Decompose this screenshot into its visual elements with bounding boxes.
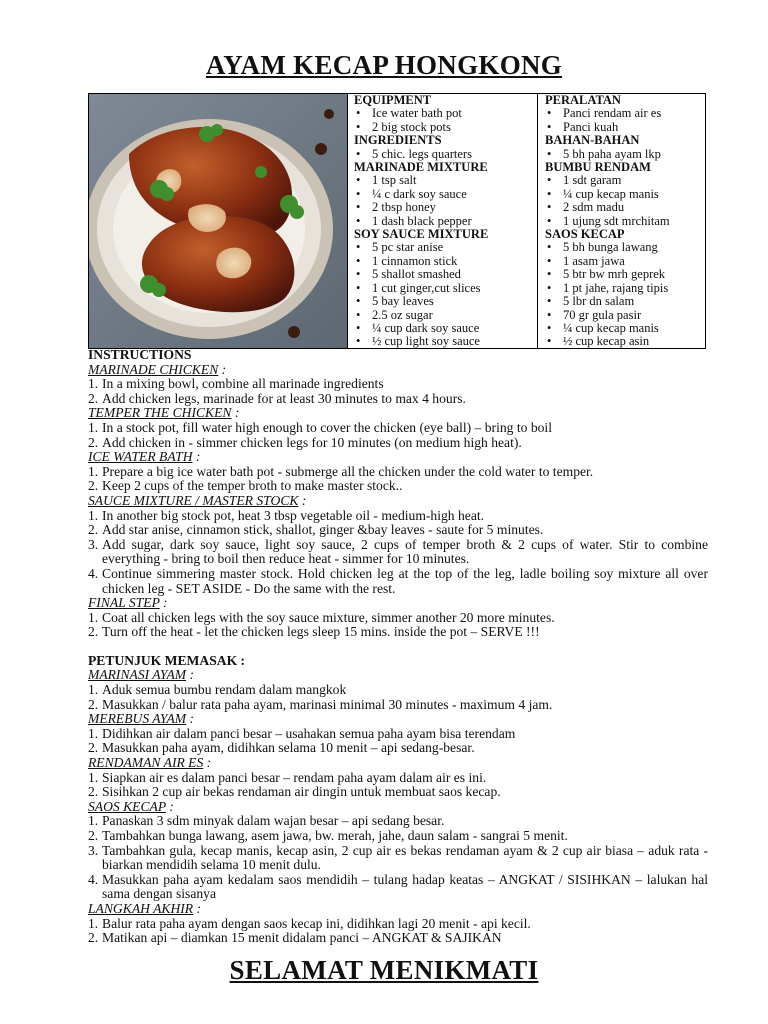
step-section-title-text: FINAL STEP	[88, 595, 160, 611]
step-item	[88, 509, 708, 524]
ingredient-list	[354, 174, 533, 228]
step-number: 2.	[88, 390, 99, 406]
step-item	[88, 567, 708, 596]
ingredient-item: • 5 btr bw mrh geprek	[545, 268, 701, 281]
step-text: Coat all chicken legs with the soy sauce mixture, simmer another 20 more minutes.	[102, 609, 555, 625]
ingredient-list	[545, 148, 701, 161]
ingredient-item: • 5 bh paha ayam lkp	[545, 148, 701, 161]
step-section-title	[88, 756, 708, 771]
step-list	[88, 771, 708, 800]
step-section-colon: :	[192, 449, 201, 465]
step-section-colon: :	[165, 798, 174, 814]
ingredient-list	[545, 174, 701, 228]
ingredient-group-heading: INGREDIENTS	[354, 133, 442, 148]
step-item	[88, 873, 708, 902]
ingredient-list	[354, 241, 533, 348]
step-item	[88, 523, 708, 538]
step-list	[88, 509, 708, 597]
ingredient-item: • 70 gr gula pasir	[545, 309, 701, 322]
ingredient-list	[354, 107, 533, 134]
step-item	[88, 844, 708, 873]
step-section-title-text: ICE WATER BATH	[88, 449, 193, 465]
instructions-indonesian	[88, 668, 708, 945]
step-text: Continue simmering master stock. Hold chicken leg at the top of the leg, ladle boiling soy mixture all over chicken leg - SET ASIDE - Do the same with the rest.	[102, 565, 708, 596]
ingredient-item: • 1 dash black pepper	[354, 215, 533, 228]
step-section-title-text: SAOS KECAP	[88, 798, 166, 814]
step-section-colon: :	[159, 595, 168, 611]
ingredient-item: • 2 tbsp honey	[354, 201, 533, 214]
step-section-title-text: MARINASI AYAM	[88, 667, 187, 683]
step-section-title	[88, 902, 708, 917]
step-section-title	[88, 800, 708, 815]
step-text: Matikan api – diamkan 15 menit didalam panci – ANGKAT & SAJIKAN	[102, 930, 502, 946]
ingredient-item: • Panci rendam air es	[545, 107, 701, 120]
step-section-title-text: RENDAMAN AIR ES	[88, 755, 204, 771]
step-number: 2.	[88, 828, 99, 843]
step-number: 1.	[88, 609, 99, 625]
step-item	[88, 377, 708, 392]
step-text: Prepare a big ice water bath pot - submerge all the chicken under the cold water to temper.	[102, 463, 594, 479]
ingredient-item: • 1 cinnamon stick	[354, 255, 533, 268]
ingredient-item: • 1 ujung sdt mrchitam	[545, 215, 701, 228]
step-text: In another big stock pot, heat 3 tbsp vegetable oil - medium-high heat.	[102, 507, 485, 523]
step-item	[88, 698, 708, 713]
instructions-body	[88, 348, 708, 946]
step-section-title	[88, 668, 708, 683]
step-item	[88, 741, 708, 756]
step-item	[88, 392, 708, 407]
ingredient-list	[545, 241, 701, 348]
step-text: Add chicken legs, marinade for at least 30 minutes to max 4 hours.	[102, 390, 466, 406]
step-item	[88, 917, 708, 932]
ingredient-item: • ½ cup kecap asin	[545, 335, 701, 348]
step-item	[88, 538, 708, 567]
petunjuk-heading: PETUNJUK MEMASAK :	[88, 652, 246, 668]
step-number: 4.	[88, 565, 99, 581]
ingredient-item: • 1 sdt garam	[545, 174, 701, 187]
step-section-title	[88, 450, 708, 465]
step-number: 1.	[88, 463, 99, 479]
ingredient-group-heading: SOY SAUCE MIXTURE	[354, 227, 489, 242]
step-section-colon: :	[203, 755, 212, 771]
step-section-title-text: TEMPER THE CHICKEN	[88, 405, 232, 421]
step-text: Didihkan air dalam panci besar – usahakan semua paha ayam bisa terendam	[102, 725, 516, 741]
step-section-title	[88, 363, 708, 378]
step-number: 1.	[88, 915, 99, 931]
step-number: 1.	[88, 813, 99, 829]
ingredient-item: • 5 bay leaves	[354, 295, 533, 308]
ingredient-item: • Ice water bath pot	[354, 107, 533, 120]
step-section-colon: :	[298, 492, 307, 508]
step-text: Panaskan 3 sdm minyak dalam wajan besar – api sedang besar.	[102, 813, 445, 829]
ingredient-item: • 1 tsp salt	[354, 174, 533, 187]
step-section-title-text: MARINADE CHICKEN	[88, 361, 219, 377]
step-number: 1.	[88, 769, 99, 785]
step-list	[88, 465, 708, 494]
step-text: Tambahkan gula, kecap manis, kecap asin, 2 cup air es bekas rendaman ayam & 2 cup air biasa – aduk rata - biarkan mendidih selama 10 menit dulu.	[102, 842, 708, 873]
step-text: Add sugar, dark soy sauce, light soy sauce, 2 cups of temper broth & 2 cups of water. Stir to combine everything - bring to boil then reduce heat - simmer for 10 minutes.	[102, 536, 708, 567]
step-text: Turn off the heat - let the chicken legs sleep 15 mins. inside the pot – SERVE !!!	[102, 624, 540, 640]
step-text: Masukkan paha ayam, didihkan selama 10 menit – api sedang-besar.	[102, 740, 475, 756]
ingredients-table	[88, 93, 706, 349]
step-number: 2.	[88, 930, 99, 946]
step-list	[88, 814, 708, 902]
step-item	[88, 465, 708, 480]
ingredient-group-heading: EQUIPMENT	[354, 93, 432, 107]
ingredient-item: • ¼ cup dark soy sauce	[354, 322, 533, 335]
step-item	[88, 727, 708, 742]
step-item	[88, 611, 708, 626]
step-number: 2.	[88, 522, 99, 538]
indonesian-ingredients-column	[539, 94, 705, 348]
step-list	[88, 683, 708, 712]
step-text: In a mixing bowl, combine all marinade ingredients	[102, 376, 384, 392]
ingredient-item: • 5 pc star anise	[354, 241, 533, 254]
step-number: 1.	[88, 376, 99, 392]
ingredient-list	[545, 107, 701, 134]
ingredient-group-heading: BUMBU RENDAM	[545, 160, 651, 175]
step-list	[88, 727, 708, 756]
step-text: Sisihkan 2 cup air bekas rendaman air dingin untuk membuat saos kecap.	[102, 784, 501, 800]
step-number: 2.	[88, 740, 99, 756]
ingredient-group-heading: SAOS KECAP	[545, 227, 625, 242]
step-list	[88, 611, 708, 640]
step-item	[88, 814, 708, 829]
step-list	[88, 421, 708, 450]
step-number: 2.	[88, 624, 99, 640]
ingredient-item: • 5 lbr dn salam	[545, 295, 701, 308]
step-section-colon: :	[186, 711, 195, 727]
step-number: 3.	[88, 842, 99, 858]
step-text: Aduk semua bumbu rendam dalam mangkok	[102, 682, 347, 698]
step-item	[88, 771, 708, 786]
step-number: 2.	[88, 784, 99, 800]
chicken-dish-photo	[89, 94, 348, 348]
step-number: 1.	[88, 507, 99, 523]
english-ingredients-column	[348, 94, 538, 348]
ingredient-item: • ¼ cup kecap manis	[545, 188, 701, 201]
step-section-title-text: LANGKAH AKHIR	[88, 900, 194, 916]
ingredient-item: • Panci kuah	[545, 121, 701, 134]
step-number: 1.	[88, 682, 99, 698]
ingredient-group-heading: MARINADE MIXTURE	[354, 160, 488, 175]
step-section-title-text: SAUCE MIXTURE / MASTER STOCK	[88, 492, 299, 508]
ingredient-item: • ½ cup light soy sauce	[354, 335, 533, 348]
step-section-colon: :	[186, 667, 195, 683]
step-section-colon: :	[231, 405, 240, 421]
ingredient-item: • ¼ c dark soy sauce	[354, 188, 533, 201]
ingredient-list	[354, 148, 533, 161]
ingredient-item: • 2 sdm madu	[545, 201, 701, 214]
step-text: Balur rata paha ayam dengan saos kecap ini, didihkan lagi 20 menit - api kecil.	[102, 915, 531, 931]
step-text: Masukkan paha ayam kedalam saos mendidih – tulang hadap keatas – ANGKAT / SISIHKAN – lalukan hal sama dengan sisanya	[102, 871, 708, 902]
step-text: Add chicken in - simmer chicken legs for 10 minutes (on medium high heat).	[102, 434, 522, 450]
instructions-heading: INSTRUCTIONS	[88, 347, 192, 362]
step-list	[88, 377, 708, 406]
step-text: Add star anise, cinnamon stick, shallot, ginger &bay leaves - saute for 5 minutes.	[102, 522, 544, 538]
step-number: 1.	[88, 725, 99, 741]
step-number: 4.	[88, 871, 99, 887]
ingredient-group-heading: PERALATAN	[545, 93, 621, 107]
step-item	[88, 829, 708, 844]
instructions-english	[88, 363, 708, 640]
step-section-colon: :	[218, 361, 227, 377]
step-item	[88, 683, 708, 698]
step-section-title	[88, 494, 708, 509]
step-section-title	[88, 712, 708, 727]
ingredient-item: • 1 asam jawa	[545, 255, 701, 268]
ingredient-item: • 5 bh bunga lawang	[545, 241, 701, 254]
ingredient-item: • 5 chic. legs quarters	[354, 148, 533, 161]
step-text: Siapkan air es dalam panci besar – rendam paha ayam dalam air es ini.	[102, 769, 487, 785]
ingredient-item: • ¼ cup kecap manis	[545, 322, 701, 335]
ingredient-group-heading: BAHAN-BAHAN	[545, 133, 640, 148]
step-section-title	[88, 596, 708, 611]
ingredient-item: • 1 cut ginger,cut slices	[354, 282, 533, 295]
step-item	[88, 785, 708, 800]
ingredient-item: • 1 pt jahe, rajang tipis	[545, 282, 701, 295]
step-list	[88, 917, 708, 946]
recipe-title: AYAM KECAP HONGKONG	[205, 50, 563, 80]
step-number: 2.	[88, 434, 99, 450]
ingredient-item: • 2.5 oz sugar	[354, 309, 533, 322]
ingredient-item: • 5 shallot smashed	[354, 268, 533, 281]
step-text: Keep 2 cups of the temper broth to make master stock..	[102, 478, 403, 494]
step-number: 2.	[88, 478, 99, 494]
step-item	[88, 625, 708, 640]
closing-title: SELAMAT MENIKMATI	[229, 955, 539, 985]
step-text: Tambahkan bunga lawang, asem jawa, bw. merah, jahe, daun salam - sangrai 5 menit.	[102, 828, 568, 843]
step-number: 2.	[88, 696, 99, 712]
step-section-title-text: MEREBUS AYAM	[88, 711, 187, 727]
step-item	[88, 479, 708, 494]
ingredient-item: • 2 big stock pots	[354, 121, 533, 134]
step-number: 3.	[88, 536, 99, 552]
step-text: Masukkan / balur rata paha ayam, marinasi minimal 30 minutes - maximum 4 jam.	[102, 696, 553, 712]
step-section-title	[88, 406, 708, 421]
step-item	[88, 421, 708, 436]
step-text: In a stock pot, fill water high enough to cover the chicken (eye ball) – bring to boil	[102, 419, 552, 435]
step-item	[88, 931, 708, 946]
step-section-colon: :	[193, 900, 202, 916]
step-item	[88, 436, 708, 451]
step-number: 1.	[88, 419, 99, 435]
